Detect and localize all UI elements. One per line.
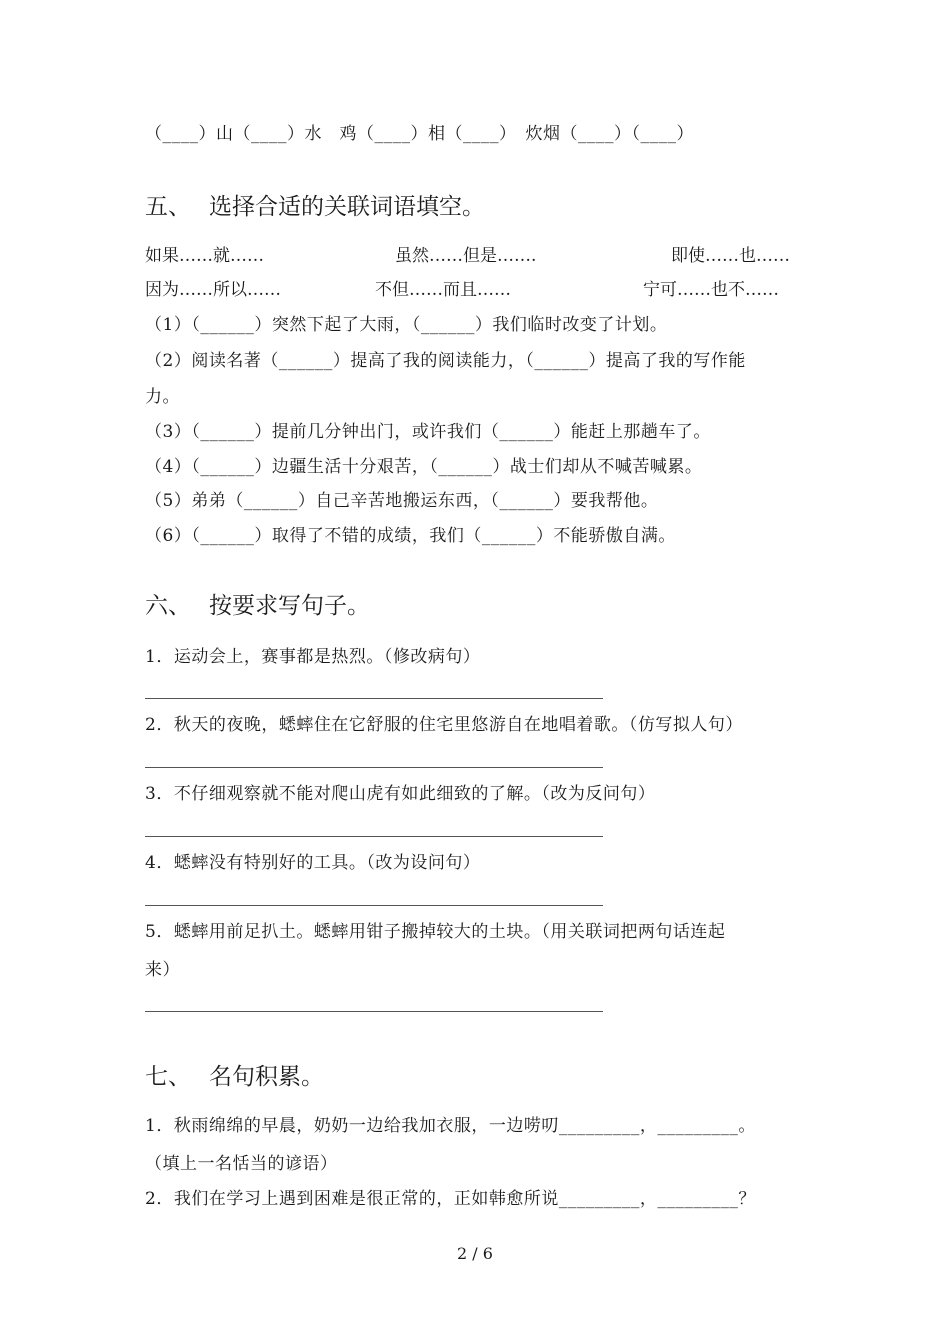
answer-line <box>145 698 603 699</box>
section-6-number: 六、 <box>145 593 191 619</box>
conjunction-option: 因为……所以…… <box>145 280 281 300</box>
question-item: 力。 <box>145 387 180 407</box>
section-7-heading <box>145 1063 324 1091</box>
page-number: 2 / 6 <box>457 1244 493 1263</box>
question-item: 1．运动会上，赛事都是热烈。（修改病句） <box>145 647 481 667</box>
section-7-title: 名句积累。 <box>209 1064 324 1090</box>
section-7-number: 七、 <box>145 1064 191 1090</box>
answer-line <box>145 767 603 768</box>
answer-line <box>145 836 603 837</box>
question-item: 来） <box>145 960 180 980</box>
conjunction-option: 虽然……但是……. <box>395 246 537 266</box>
question-item: （5）弟弟（______）自己辛苦地搬运东西，（______）要我帮他。 <box>145 491 659 511</box>
fill-in-line: （____）山（____）水 鸡（____）相（____） 炊烟（____）（____） <box>145 124 694 144</box>
question-item: （4）（______）边疆生活十分艰苦，（______）战士们却从不喊苦喊累。 <box>145 457 703 477</box>
section-5-heading <box>145 193 485 221</box>
conjunction-option: 不但……而且…… <box>375 280 511 300</box>
question-item: 1．秋雨绵绵的早晨，奶奶一边给我加衣服，一边唠叨_________，_________。 <box>145 1116 756 1136</box>
answer-line <box>145 1011 603 1012</box>
question-item: 2．秋天的夜晚，蟋蟀住在它舒服的住宅里悠游自在地唱着歌。（仿写拟人句） <box>145 715 743 735</box>
question-item: （3）（______）提前几分钟出门，或许我们（______）能赶上那趟车了。 <box>145 422 711 442</box>
question-item: （6）（______）取得了不错的成绩，我们（______）不能骄傲自满。 <box>145 526 676 546</box>
question-item: （填上一名恬当的谚语） <box>145 1154 338 1174</box>
question-item: 4．蟋蟀没有特别好的工具。（改为设问句） <box>145 853 481 873</box>
question-item: 3．不仔细观察就不能对爬山虎有如此细致的了解。（改为反问句） <box>145 784 656 804</box>
answer-line <box>145 905 603 906</box>
conjunction-option: 宁可……也不…… <box>643 280 779 300</box>
section-5-number: 五、 <box>145 194 191 220</box>
section-5-title: 选择合适的关联词语填空。 <box>209 194 485 220</box>
question-item: 5．蟋蟀用前足扒土。蟋蟀用钳子搬掉较大的土块。（用关联词把两句话连起 <box>145 922 726 942</box>
question-item: （2）阅读名著（______）提高了我的阅读能力，（______）提高了我的写作能 <box>145 351 746 371</box>
section-6-heading <box>145 592 370 620</box>
section-6-title: 按要求写句子。 <box>209 593 370 619</box>
question-item: 2．我们在学习上遇到困难是很正常的，正如韩愈所说_________，_________？ <box>145 1189 756 1209</box>
conjunction-option: 如果……就…… <box>145 246 264 266</box>
question-item: （1）（______）突然下起了大雨，（______）我们临时改变了计划。 <box>145 315 668 335</box>
conjunction-option: 即使……也…… <box>671 246 790 266</box>
